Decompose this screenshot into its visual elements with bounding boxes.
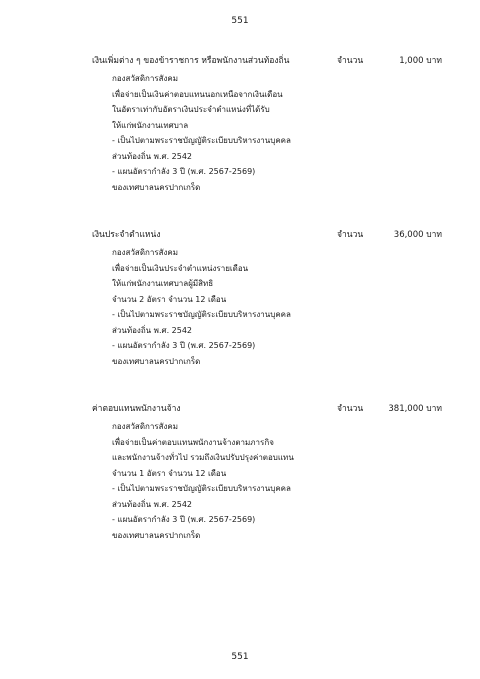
description-line: - แผนอัตรากำลัง 3 ปี (พ.ศ. 2567-2569) bbox=[112, 515, 256, 524]
budget-item-title: ค่าตอบแทนพนักงานจ้าง bbox=[92, 404, 181, 414]
budget-item-unit-label: จำนวน bbox=[337, 230, 364, 240]
description-line: จำนวน 2 อัตรา จำนวน 12 เดือน bbox=[112, 294, 227, 304]
budget-item-amount: 1,000 บาท bbox=[399, 56, 442, 66]
description-line: - เป็นไปตามพระราชบัญญัติระเบียบบริหารงานบุคคล bbox=[112, 310, 291, 319]
description-line: กองสวัสดิการสังคม bbox=[112, 248, 179, 257]
budget-item-title: เงินเพิ่มต่าง ๆ ของข้าราชการ หรือพนักงานส่วนท้องถิ่น bbox=[92, 56, 290, 66]
budget-item-1 bbox=[92, 53, 442, 195]
budget-item-header bbox=[92, 53, 442, 67]
budget-item-description bbox=[92, 245, 442, 369]
page-number-top: 551 bbox=[231, 16, 249, 26]
budget-item-amount: 381,000 บาท bbox=[388, 404, 442, 414]
description-line: ส่วนท้องถิ่น พ.ศ. 2542 bbox=[112, 499, 193, 509]
budget-item-unit-label: จำนวน bbox=[337, 56, 364, 66]
budget-item-3 bbox=[92, 401, 442, 543]
description-line: ของเทศบาลนครปากเกร็ด bbox=[112, 182, 201, 192]
description-line: จำนวน 1 อัตรา จำนวน 12 เดือน bbox=[112, 468, 227, 478]
description-line: - เป็นไปตามพระราชบัญญัติระเบียบบริหารงานบุคคล bbox=[112, 484, 291, 493]
budget-item-unit-label: จำนวน bbox=[337, 404, 364, 414]
description-line: ส่วนท้องถิ่น พ.ศ. 2542 bbox=[112, 325, 193, 335]
description-line: ให้แก่พนักงานเทศบาล bbox=[112, 120, 189, 130]
budget-item-description bbox=[92, 71, 442, 195]
description-line: - แผนอัตรากำลัง 3 ปี (พ.ศ. 2567-2569) bbox=[112, 341, 256, 350]
description-line: - แผนอัตรากำลัง 3 ปี (พ.ศ. 2567-2569) bbox=[112, 167, 256, 176]
budget-item-description bbox=[92, 419, 442, 543]
description-line: กองสวัสดิการสังคม bbox=[112, 74, 179, 83]
budget-item-amount: 36,000 บาท bbox=[393, 230, 442, 240]
page-number-bottom: 551 bbox=[231, 652, 249, 662]
description-line: ของเทศบาลนครปากเกร็ด bbox=[112, 356, 201, 366]
budget-item-2 bbox=[92, 227, 442, 369]
description-line: และพนักงานจ้างทั่วไป รวมถึงเงินปรับปรุงค่าตอบแทน bbox=[112, 453, 294, 462]
description-line: ให้แก่พนักงานเทศบาลผู้มีสิทธิ bbox=[112, 279, 214, 288]
description-line: เพื่อจ่ายเป็นเงินประจำตำแหน่งรายเดือน bbox=[112, 263, 249, 273]
description-line: ในอัตราเท่ากับอัตราเงินประจำตำแหน่งที่ได้รับ bbox=[112, 105, 270, 114]
budget-item-title: เงินประจำตำแหน่ง bbox=[92, 230, 161, 240]
description-line: เพื่อจ่ายเป็นค่าตอบแทนพนักงานจ้างตามภารกิจ bbox=[112, 437, 274, 447]
description-line: ของเทศบาลนครปากเกร็ด bbox=[112, 530, 201, 540]
budget-item-header bbox=[92, 227, 442, 241]
description-line: เพื่อจ่ายเป็นเงินค่าตอบแทนนอกเหนือจากเงินเดือน bbox=[112, 89, 283, 99]
description-line: ส่วนท้องถิ่น พ.ศ. 2542 bbox=[112, 151, 193, 161]
description-line: กองสวัสดิการสังคม bbox=[112, 422, 179, 431]
budget-item-header bbox=[92, 401, 442, 415]
description-line: - เป็นไปตามพระราชบัญญัติระเบียบบริหารงานบุคคล bbox=[112, 136, 291, 145]
